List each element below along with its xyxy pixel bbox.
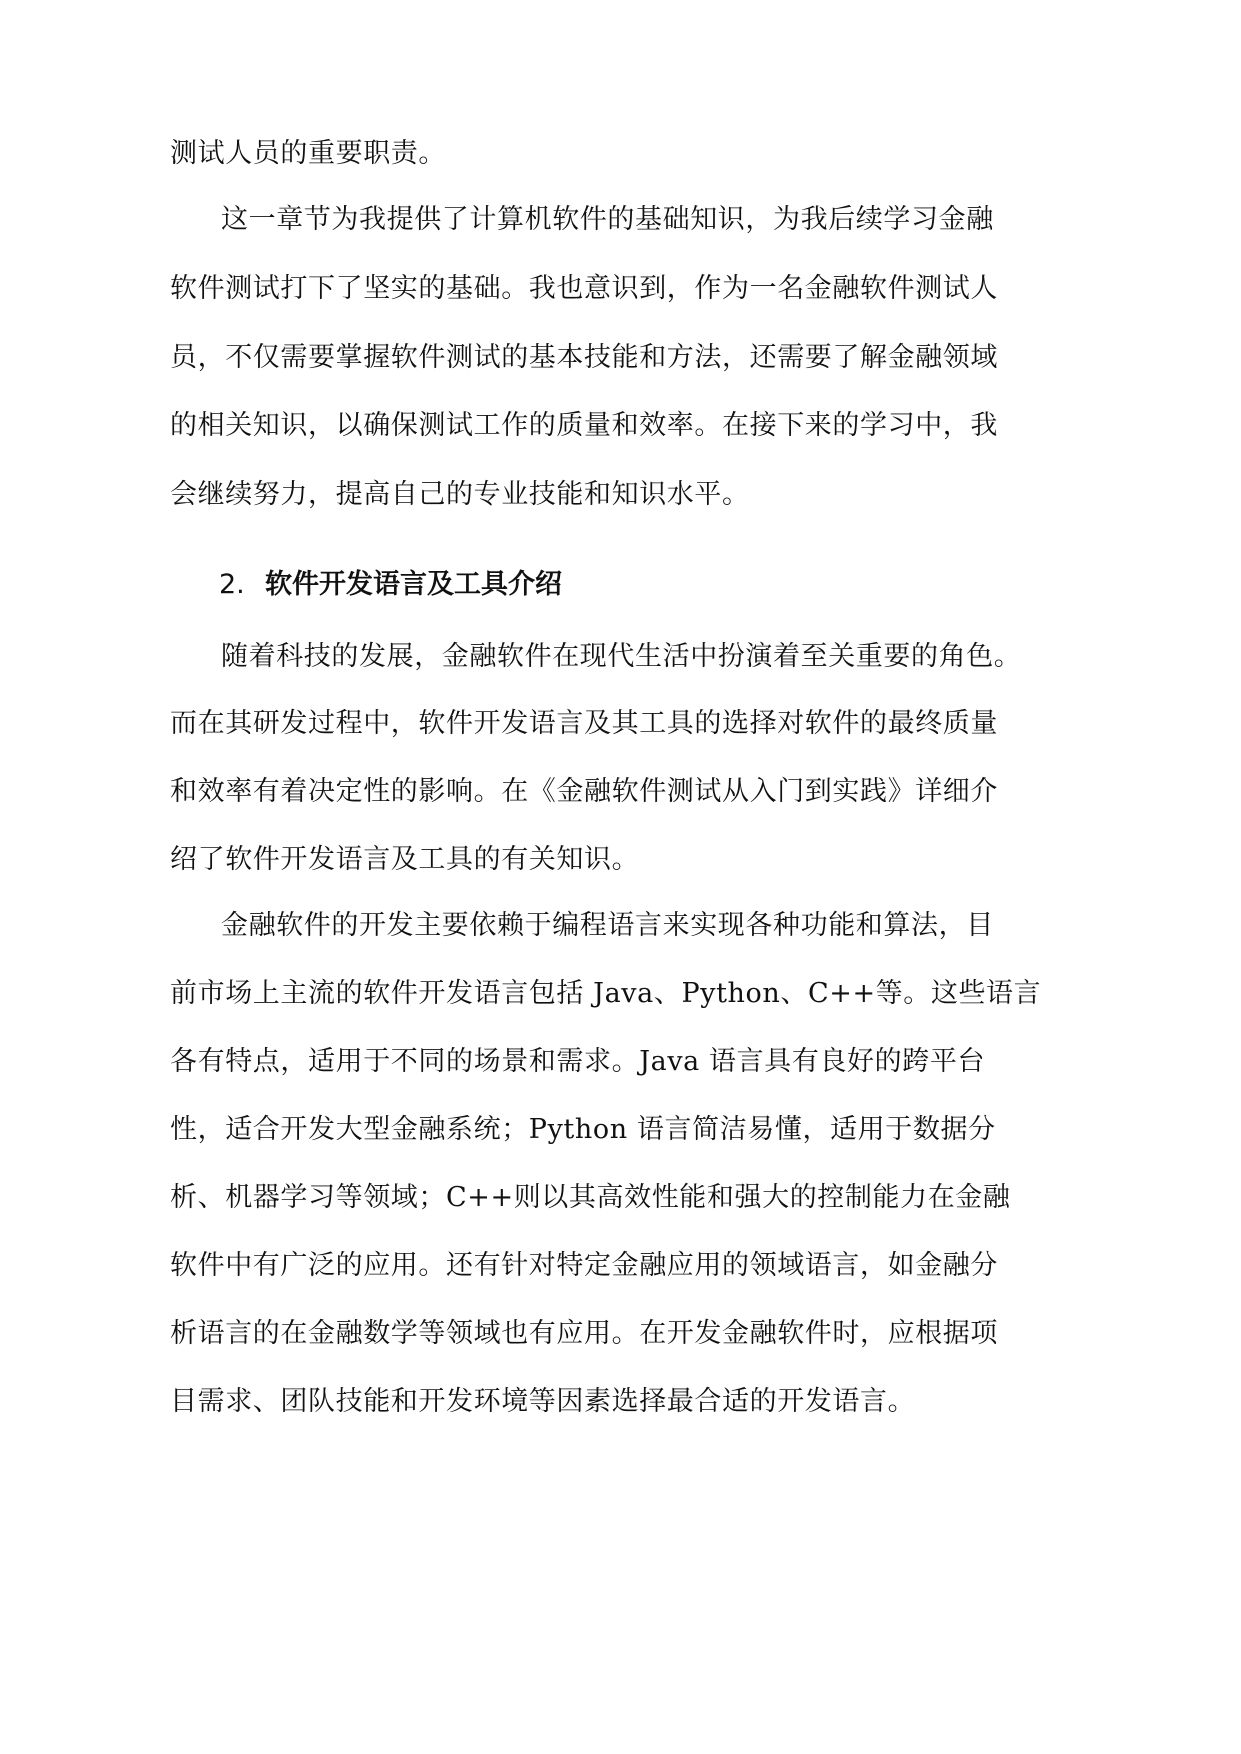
section-number: 2.: [219, 569, 245, 600]
paragraph-4-line-5: 析、机器学习等领域；C++则以其高效性能和强大的控制能力在金融: [170, 1182, 1011, 1213]
section-heading: [219, 568, 562, 602]
paragraph-4-line-6: 软件中有广泛的应用。还有针对特定金融应用的领域语言，如金融分: [170, 1250, 998, 1281]
paragraph-3-line-2: 而在其研发过程中，软件开发语言及其工具的选择对软件的最终质量: [170, 708, 998, 739]
paragraph-2-line-4: 的相关知识，以确保测试工作的质量和效率。在接下来的学习中，我: [170, 410, 998, 441]
paragraph-4-line-1: 金融软件的开发主要依赖于编程语言来实现各种功能和算法，目: [221, 910, 994, 941]
paragraph-4-line-7: 析语言的在金融数学等领域也有应用。在开发金融软件时，应根据项: [170, 1318, 998, 1349]
paragraph-4-line-8: 目需求、团队技能和开发环境等因素选择最合适的开发语言。: [170, 1386, 916, 1417]
paragraph-1-line-1: 测试人员的重要职责。: [170, 138, 446, 169]
paragraph-3-line-1: 随着科技的发展，金融软件在现代生活中扮演着至关重要的角色。: [221, 641, 1022, 672]
paragraph-4-line-2: 前市场上主流的软件开发语言包括 Java、Python、C++等。这些语言: [170, 978, 1042, 1009]
paragraph-4-line-3: 各有特点，适用于不同的场景和需求。Java 语言具有良好的跨平台: [170, 1046, 986, 1077]
paragraph-2-line-1: 这一章节为我提供了计算机软件的基础知识，为我后续学习金融: [221, 204, 994, 235]
paragraph-2-line-5: 会继续努力，提高自己的专业技能和知识水平。: [170, 479, 750, 510]
section-title: 软件开发语言及工具介绍: [265, 569, 562, 600]
paragraph-2-line-3: 员，不仅需要掌握软件测试的基本技能和方法，还需要了解金融领域: [170, 342, 998, 373]
paragraph-3-line-3: 和效率有着决定性的影响。在《金融软件测试从入门到实践》详细介: [170, 776, 998, 807]
paragraph-3-line-4: 绍了软件开发语言及工具的有关知识。: [170, 844, 640, 875]
paragraph-4-line-4: 性，适合开发大型金融系统；Python 语言简洁易懂，适用于数据分: [170, 1114, 996, 1145]
paragraph-2-line-2: 软件测试打下了坚实的基础。我也意识到，作为一名金融软件测试人: [170, 273, 998, 304]
